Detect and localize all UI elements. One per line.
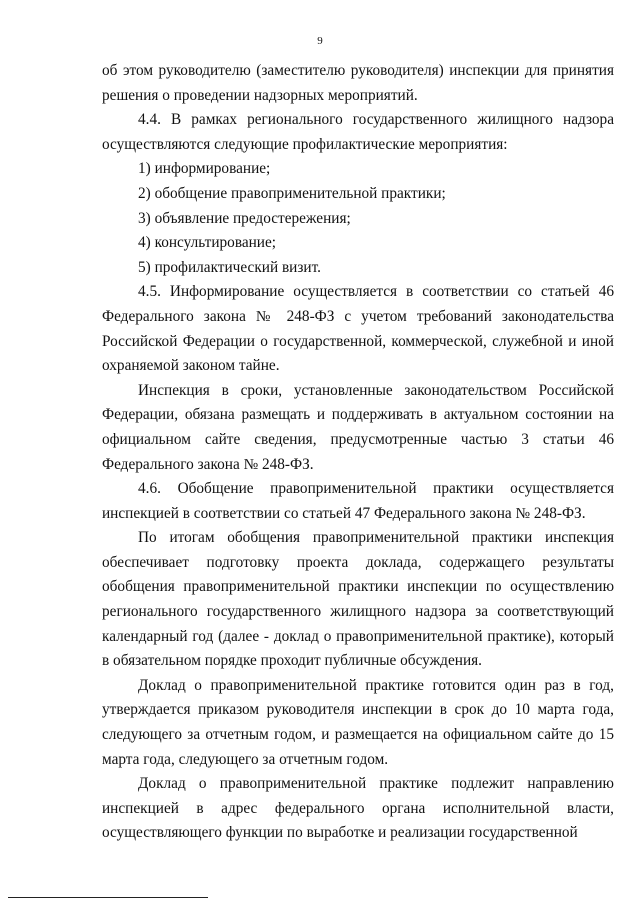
list-item: 4) консультирование; xyxy=(138,234,277,252)
footer-divider xyxy=(8,897,208,898)
list-item: 2) обобщение правоприменительной практики; xyxy=(138,184,446,202)
list-item: 3) объявление предостережения; xyxy=(138,209,351,227)
paragraph-4-6-submission: Доклад о правоприменительной практике подлежит направлению инспекцией в адрес федерального органа исполнительной власти, осуществляющего функции по выработке и реализации государственной xyxy=(102,775,614,842)
paragraph-4-5-publication: Инспекция в сроки, установленные законодательством Российской Федерации, обязана размещать и поддерживать в актуальном состоянии на официальном сайте сведения, предусмотренные частью 3 статьи 46 Федерального закона № 248-ФЗ. xyxy=(102,381,614,473)
document-body xyxy=(102,59,614,846)
paragraph-4-6-schedule: Доклад о правоприменительной практике готовится один раз в год, утверждается приказом руководителя инспекции в срок до 10 марта года, следующего за отчетным годом, и размещается на официальном сайте до 15 марта года, следующего за отчетным годом. xyxy=(102,676,614,768)
continuation-paragraph: об этом руководителю (заместителю руководителя) инспекции для принятия решения о проведении надзорных мероприятий. xyxy=(102,62,614,104)
paragraph-4-5: 4.5. Информирование осуществляется в соответствии со статьей 46 Федерального закона № 248-ФЗ с учетом требований законодательства Российской Федерации о государственной, коммерческой, служебной и иной охраняемой законом тайне. xyxy=(102,283,614,375)
page-number: 9 xyxy=(317,35,323,47)
prevention-measures-list xyxy=(102,157,614,280)
list-item: 1) информирование; xyxy=(138,160,271,178)
paragraph-4-6-report: По итогам обобщения правоприменительной практики инспекция обеспечивает подготовку проекта доклада, содержащего результаты обобщения правоприменительной практики инспекции по осуществлению регионального государственного жилищного надзора за соответствующий календарный год (далее - доклад о правоприменительной практике), который в обязательном порядке проходит публичные обсуждения. xyxy=(102,529,614,670)
paragraph-4-6: 4.6. Обобщение правоприменительной практики осуществляется инспекцией в соответствии со статьей 47 Федерального закона № 248-ФЗ. xyxy=(102,480,614,522)
paragraph-4-4: 4.4. В рамках регионального государственного жилищного надзора осуществляются следующие профилактические мероприятия: xyxy=(102,111,614,153)
list-item: 5) профилактический визит. xyxy=(138,258,321,276)
